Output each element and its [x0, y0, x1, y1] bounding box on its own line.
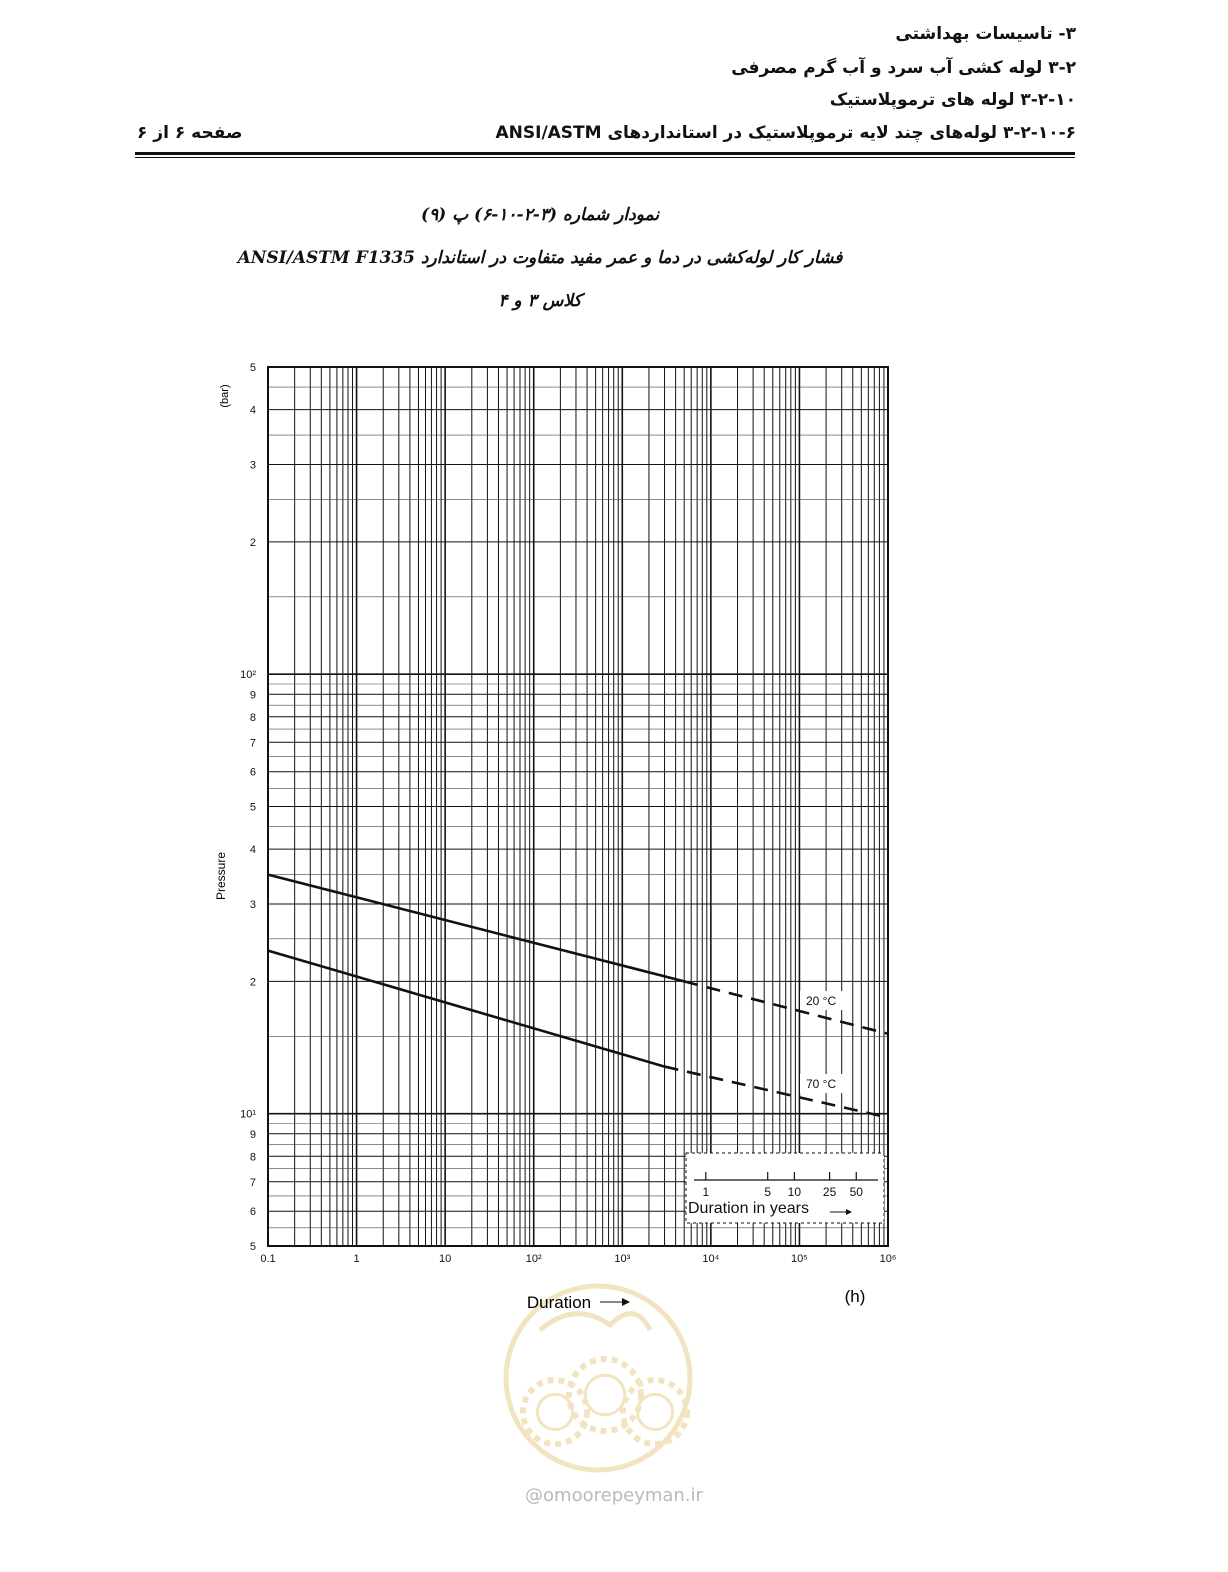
inset-tick-label: 1 [702, 1185, 710, 1199]
y-tick-label: 4 [249, 844, 256, 857]
y-tick-label: 9 [249, 689, 256, 702]
watermark-script [540, 1314, 650, 1330]
x-tick-label: 1 [353, 1253, 360, 1265]
at-icon: @ [525, 1485, 544, 1506]
x-tick-label: 10⁶ [879, 1253, 897, 1265]
inset-tick-label: 10 [787, 1185, 802, 1199]
header-line-3: ۳-۲-۱۰ لوله های ترموپلاستیک [829, 90, 1076, 110]
y-tick-label: 7 [249, 1176, 256, 1189]
series-line-solid [268, 951, 665, 1067]
x-tick-label: 10² [525, 1253, 542, 1265]
x-axis-unit: (h) [844, 1287, 866, 1306]
y-tick-label: 8 [249, 1151, 256, 1164]
x-tick-label: 0.1 [260, 1253, 276, 1265]
watermark-logo [506, 1286, 690, 1470]
header-line-2: ۳-۲ لوله کشی آب سرد و آب گرم مصرفی [731, 58, 1076, 78]
years-inset [686, 1153, 884, 1223]
y-tick-label: 5 [249, 801, 256, 814]
page-number: صفحه ۶ از ۶ [137, 123, 243, 143]
inset-label: Duration in years [688, 1200, 809, 1217]
header-line-1: ۳- تاسیسات بهداشتی [895, 24, 1076, 44]
gear-hub-icon [537, 1394, 572, 1429]
y-axis-unit: (bar) [219, 384, 231, 408]
series-line-dashed [665, 1067, 888, 1118]
y-tick-label: 5 [249, 362, 256, 374]
y-tick-label: 6 [249, 1206, 256, 1219]
y-tick-label: 10¹ [240, 1108, 256, 1121]
inset-tick-label: 50 [849, 1185, 863, 1199]
y-tick-label: 3 [249, 899, 256, 912]
x-axis-label: Duration [526, 1293, 592, 1312]
gear-icon [523, 1380, 587, 1444]
series-label: 70 °C [806, 1077, 837, 1091]
y-tick-label: 2 [249, 976, 256, 989]
gear-hub-icon [585, 1375, 625, 1415]
y-tick-label: 6 [249, 766, 256, 779]
x-tick-label: 10⁵ [791, 1253, 808, 1265]
chart-caption-number: نمودار شماره (۳-۲-۱۰-۶) پ (۹) [420, 205, 660, 225]
chart-caption-class: کلاس ۳ و ۴ [498, 291, 582, 311]
y-tick-label: 10² [240, 669, 256, 682]
y-tick-label: 7 [249, 737, 256, 750]
y-tick-label: 3 [249, 459, 256, 472]
y-tick-label: 4 [249, 404, 256, 417]
x-tick-label: 10⁴ [702, 1253, 720, 1265]
chart-grid [268, 367, 888, 1246]
y-tick-label: 8 [249, 711, 256, 724]
header-line-4: ۳-۲-۱۰-۶ لوله‌های چند لایه ترموپلاستیک در استانداردهای ANSI/ASTM [495, 123, 1076, 143]
watermark-text: omoorepeyman.ir [543, 1485, 703, 1506]
y-axis-label: Pressure [214, 851, 228, 901]
gear-hub-icon [637, 1394, 672, 1429]
y-tick-label: 2 [249, 536, 256, 549]
y-tick-label: 9 [249, 1128, 256, 1141]
x-tick-label: 10³ [614, 1253, 631, 1265]
inset-tick-label: 25 [822, 1185, 837, 1199]
y-tick-label: 5 [249, 1241, 256, 1253]
watermark-url [0, 1485, 1228, 1506]
duration-arrowhead-icon [622, 1298, 630, 1306]
series-label: 20 °C [806, 994, 837, 1008]
chart-caption-title: فشار کار لوله‌کشی در دما و عمر مفید متفاوت در استاندارد ANSI/ASTM F1335 [237, 248, 843, 268]
x-tick-label: 10 [439, 1253, 452, 1265]
inset-tick-label: 5 [764, 1185, 772, 1199]
gear-icon [623, 1380, 687, 1444]
